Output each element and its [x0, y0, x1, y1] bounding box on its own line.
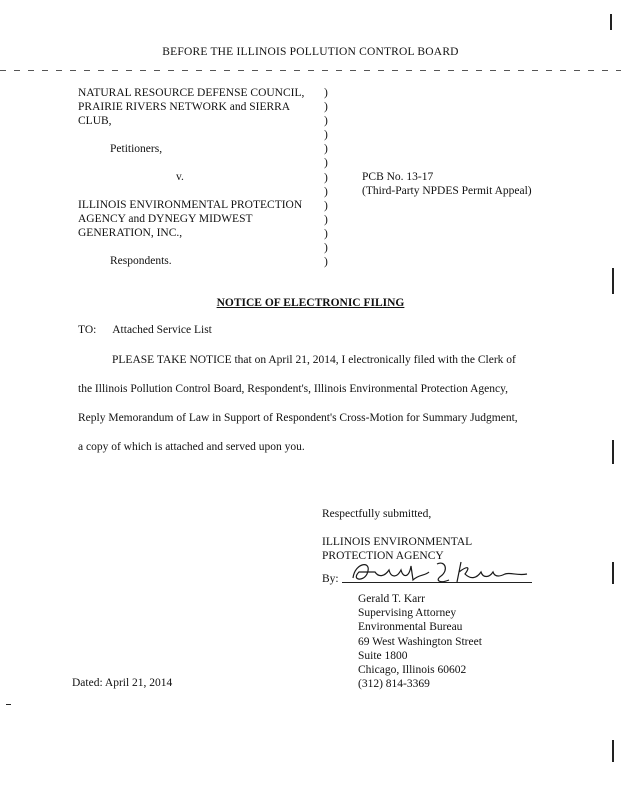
scan-mark — [6, 704, 11, 705]
respondent-line: GENERATION, INC., — [78, 227, 183, 239]
respondents-label: Respondents. — [110, 255, 172, 267]
body-paragraph-line: the Illinois Pollution Control Board, Respondent's, Illinois Environmental Protection Agency, — [78, 383, 508, 395]
petitioners-label: Petitioners, — [110, 143, 163, 155]
address-line: Supervising Attorney — [358, 607, 457, 620]
dated-line: Dated: April 21, 2014 — [72, 677, 173, 689]
by-label: By: — [322, 573, 339, 585]
body-paragraph-line: Reply Memorandum of Law in Support of Respondent's Cross-Motion for Summary Judgment, — [78, 412, 518, 424]
court-title: BEFORE THE ILLINOIS POLLUTION CONTROL BOARD — [162, 46, 459, 58]
case-number-block — [362, 170, 532, 198]
agency-line: ILLINOIS ENVIRONMENTAL — [322, 536, 473, 548]
body-paragraph-line: PLEASE TAKE NOTICE that on April 21, 2014, I electronically filed with the Clerk of — [112, 354, 516, 366]
body-paragraph-line: a copy of which is attached and served upon you. — [78, 441, 305, 453]
to-value: Attached Service List — [112, 324, 212, 336]
to-line — [78, 323, 212, 337]
petitioner-line: NATURAL RESOURCE DEFENSE COUNCIL, — [78, 87, 305, 99]
scan-mark — [612, 562, 614, 584]
attorney-address — [358, 592, 482, 691]
agency-line: PROTECTION AGENCY — [322, 550, 444, 562]
address-line: Gerald T. Karr — [358, 593, 425, 605]
notice-title: NOTICE OF ELECTRONIC FILING — [216, 297, 405, 309]
case-caption — [78, 86, 318, 268]
scan-mark — [612, 440, 614, 464]
caption-parentheses: ) ) ) ) ) ) ) ) ) ) ) ) ) — [324, 87, 328, 269]
case-type: (Third-Party NPDES Permit Appeal) — [362, 185, 532, 197]
respondent-line: AGENCY and DYNEGY MIDWEST — [78, 213, 253, 225]
address-line: 69 West Washington Street — [358, 635, 482, 648]
address-line: Environmental Bureau — [358, 621, 463, 634]
case-number: PCB No. 13-17 — [362, 171, 434, 183]
scan-mark — [610, 14, 612, 30]
petitioner-line: PRAIRIE RIVERS NETWORK and SIERRA — [78, 101, 291, 113]
address-line: Chicago, Illinois 60602 — [358, 663, 467, 676]
scan-mark — [612, 740, 614, 762]
to-label: TO: — [78, 324, 97, 336]
closing: Respectfully submitted, — [322, 508, 432, 520]
versus-label: v. — [176, 171, 184, 183]
petitioner-line: CLUB, — [78, 115, 112, 127]
address-line: (312) 814-3369 — [358, 678, 430, 691]
scan-mark — [0, 70, 621, 71]
respondent-line: ILLINOIS ENVIRONMENTAL PROTECTION — [78, 199, 303, 211]
address-line: Suite 1800 — [358, 649, 408, 662]
scan-mark — [612, 268, 614, 294]
handwritten-signature — [345, 558, 535, 588]
